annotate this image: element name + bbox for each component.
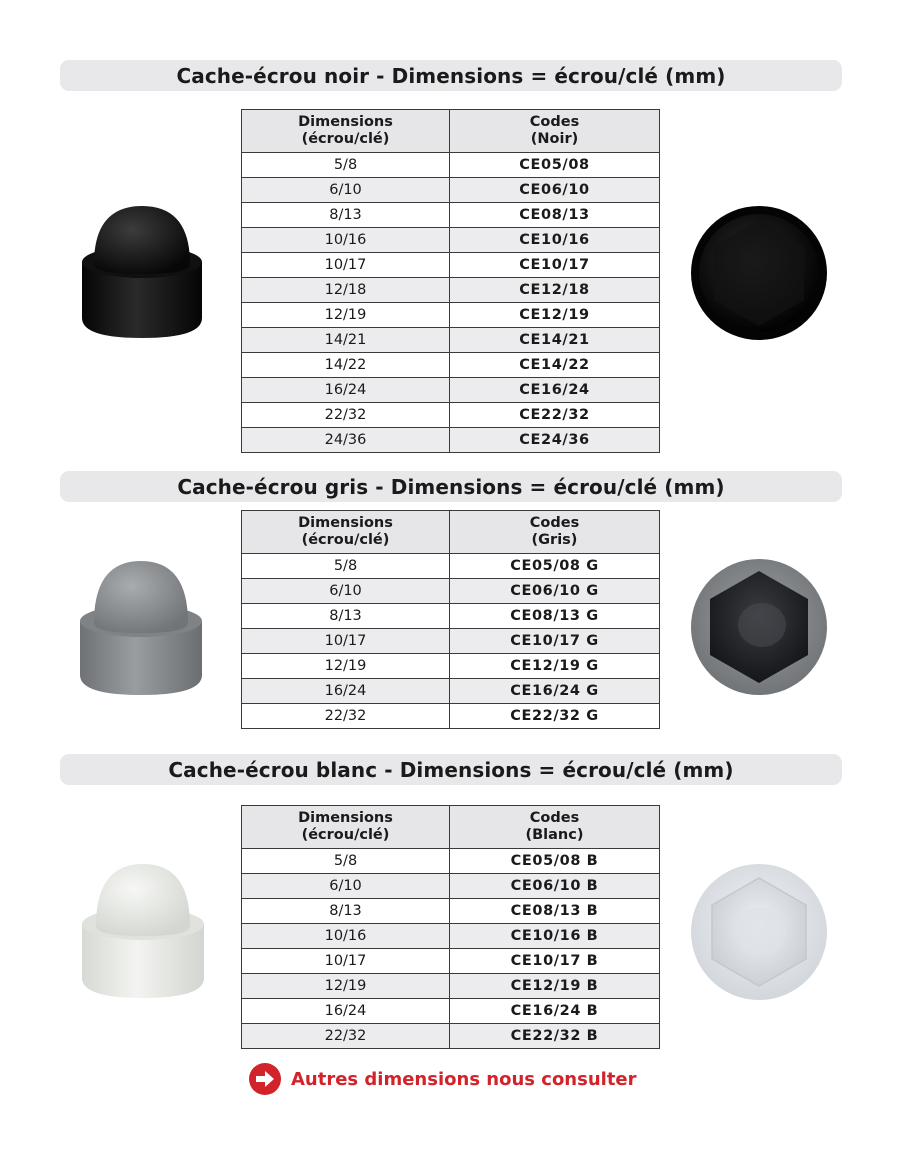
dimension-cell: 22/32 <box>242 403 450 428</box>
dimension-cell: 22/32 <box>242 1024 450 1049</box>
code-cell: CE24/36 <box>450 428 660 453</box>
table-header-row <box>242 511 660 554</box>
dimension-cell: 16/24 <box>242 999 450 1024</box>
black-nut-cap-side-image <box>78 200 206 342</box>
table-row <box>242 428 660 453</box>
table-row <box>242 874 660 899</box>
table-row <box>242 278 660 303</box>
code-cell: CE08/13 G <box>450 604 660 629</box>
dimension-cell: 6/10 <box>242 874 450 899</box>
table-row <box>242 178 660 203</box>
table-row <box>242 353 660 378</box>
code-cell: CE12/18 <box>450 278 660 303</box>
dimension-cell: 24/36 <box>242 428 450 453</box>
table-row <box>242 999 660 1024</box>
dimension-cell: 16/24 <box>242 679 450 704</box>
code-cell: CE10/17 <box>450 253 660 278</box>
code-cell: CE12/19 G <box>450 654 660 679</box>
table-row <box>242 228 660 253</box>
dimension-cell: 14/22 <box>242 353 450 378</box>
dimension-cell: 5/8 <box>242 554 450 579</box>
code-cell: CE08/13 <box>450 203 660 228</box>
code-cell: CE16/24 B <box>450 999 660 1024</box>
dimension-cell: 8/13 <box>242 203 450 228</box>
table-row <box>242 403 660 428</box>
header-dimensions: Dimensions (écrou/clé) <box>242 511 450 554</box>
section-title-noir: Cache-écrou noir - Dimensions = écrou/clé (mm) <box>60 60 842 91</box>
dimension-cell: 8/13 <box>242 604 450 629</box>
code-cell: CE14/21 <box>450 328 660 353</box>
table-header-row <box>242 110 660 153</box>
codes-table-gris <box>241 510 660 729</box>
table-row <box>242 579 660 604</box>
code-cell: CE05/08 <box>450 153 660 178</box>
dimension-cell: 10/17 <box>242 949 450 974</box>
code-cell: CE05/08 G <box>450 554 660 579</box>
dimension-cell: 14/21 <box>242 328 450 353</box>
dimension-cell: 12/18 <box>242 278 450 303</box>
codes-table-blanc <box>241 805 660 1049</box>
table-row <box>242 849 660 874</box>
grey-nut-cap-side-image <box>76 555 206 699</box>
code-cell: CE22/32 G <box>450 704 660 729</box>
code-cell: CE12/19 B <box>450 974 660 999</box>
table-row <box>242 1024 660 1049</box>
dimension-cell: 8/13 <box>242 899 450 924</box>
table-row <box>242 899 660 924</box>
dimension-cell: 5/8 <box>242 849 450 874</box>
table-row <box>242 704 660 729</box>
table-row <box>242 153 660 178</box>
header-codes: Codes (Blanc) <box>450 806 660 849</box>
table-row <box>242 604 660 629</box>
header-dimensions: Dimensions (écrou/clé) <box>242 806 450 849</box>
table-row <box>242 328 660 353</box>
dimension-cell: 16/24 <box>242 378 450 403</box>
code-cell: CE08/13 B <box>450 899 660 924</box>
code-cell: CE22/32 B <box>450 1024 660 1049</box>
table-row <box>242 654 660 679</box>
table-row <box>242 253 660 278</box>
dimension-cell: 6/10 <box>242 579 450 604</box>
code-cell: CE16/24 <box>450 378 660 403</box>
dimension-cell: 10/17 <box>242 253 450 278</box>
white-nut-cap-side-image <box>78 858 208 1002</box>
table-row <box>242 629 660 654</box>
codes-table-noir <box>241 109 660 453</box>
code-cell: CE22/32 <box>450 403 660 428</box>
white-nut-cap-bottom-image <box>688 862 830 1002</box>
contact-note <box>249 1063 637 1095</box>
dimension-cell: 12/19 <box>242 303 450 328</box>
contact-note-text: Autres dimensions nous consulter <box>291 1068 637 1090</box>
grey-nut-cap-bottom-image <box>688 557 830 697</box>
table-row <box>242 554 660 579</box>
dimension-cell: 10/16 <box>242 228 450 253</box>
code-cell: CE12/19 <box>450 303 660 328</box>
table-row <box>242 974 660 999</box>
dimension-cell: 12/19 <box>242 654 450 679</box>
code-cell: CE10/16 B <box>450 924 660 949</box>
code-cell: CE16/24 G <box>450 679 660 704</box>
code-cell: CE14/22 <box>450 353 660 378</box>
dimension-cell: 22/32 <box>242 704 450 729</box>
code-cell: CE10/17 G <box>450 629 660 654</box>
dimension-cell: 10/16 <box>242 924 450 949</box>
code-cell: CE10/16 <box>450 228 660 253</box>
table-header-row <box>242 806 660 849</box>
header-codes: Codes (Noir) <box>450 110 660 153</box>
table-row <box>242 378 660 403</box>
black-nut-cap-bottom-image <box>688 204 830 342</box>
dimension-cell: 12/19 <box>242 974 450 999</box>
header-codes: Codes (Gris) <box>450 511 660 554</box>
table-row <box>242 924 660 949</box>
table-row <box>242 949 660 974</box>
dimension-cell: 6/10 <box>242 178 450 203</box>
code-cell: CE05/08 B <box>450 849 660 874</box>
code-cell: CE06/10 B <box>450 874 660 899</box>
arrow-right-circle-icon <box>249 1063 281 1095</box>
table-row <box>242 203 660 228</box>
section-title-gris: Cache-écrou gris - Dimensions = écrou/clé (mm) <box>60 471 842 502</box>
code-cell: CE06/10 G <box>450 579 660 604</box>
section-title-blanc: Cache-écrou blanc - Dimensions = écrou/clé (mm) <box>60 754 842 785</box>
dimension-cell: 5/8 <box>242 153 450 178</box>
dimension-cell: 10/17 <box>242 629 450 654</box>
table-row <box>242 303 660 328</box>
code-cell: CE06/10 <box>450 178 660 203</box>
table-row <box>242 679 660 704</box>
code-cell: CE10/17 B <box>450 949 660 974</box>
header-dimensions: Dimensions (écrou/clé) <box>242 110 450 153</box>
